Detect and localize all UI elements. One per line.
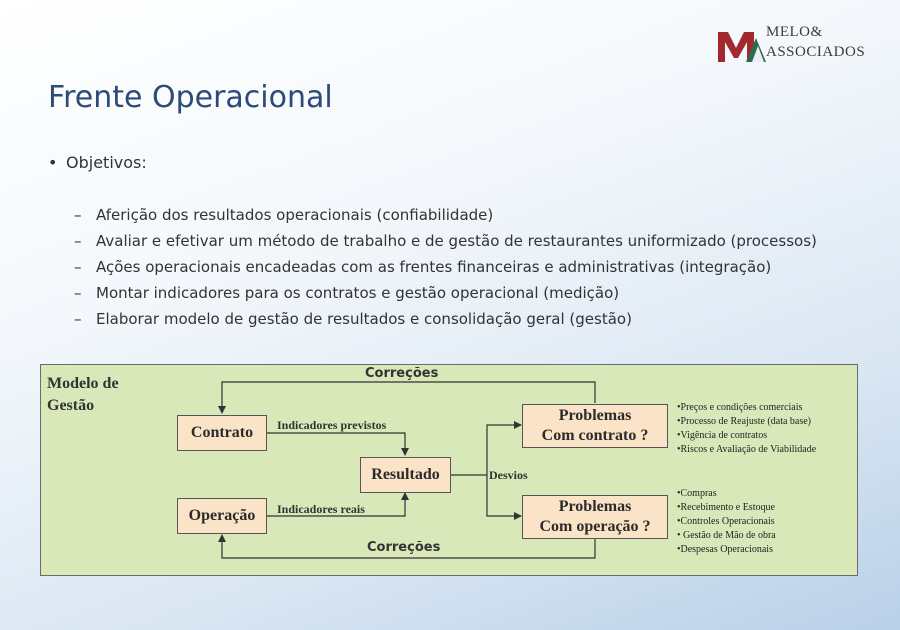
objective-text: Elaborar modelo de gestão de resultados e consolidação geral (gestão) (96, 310, 632, 328)
list-item: • Gestão de Mão de obra (677, 530, 776, 541)
list-item: •Riscos e Avaliação de Viabilidade (677, 444, 817, 455)
list-item: •Controles Operacionais (677, 516, 775, 527)
management-model-diagram (40, 364, 858, 576)
contrato-issues-list (677, 401, 816, 457)
objectives-label: Objetivos: (66, 153, 147, 172)
dash-icon: – (74, 258, 82, 276)
objective-item (74, 232, 817, 250)
list-item: •Vigência de contratos (677, 430, 768, 441)
logo-mark-icon (716, 24, 766, 64)
dash-icon: – (74, 284, 82, 302)
problemas-contrato-line2: Com contrato ? (541, 427, 649, 444)
problemas-operacao-line1: Problemas (558, 498, 632, 515)
page-title: Frente Operacional (48, 80, 333, 115)
objectives-heading (48, 153, 147, 172)
dash-icon: – (74, 310, 82, 328)
dash-icon: – (74, 206, 82, 224)
diagram-title-line2: Gestão (47, 397, 95, 414)
objective-text: Aferição dos resultados operacionais (confiabilidade) (96, 206, 494, 224)
objective-text: Avaliar e efetivar um método de trabalho e de gestão de restaurantes uniformizado (processos) (96, 232, 817, 250)
dash-icon: – (74, 232, 82, 250)
objective-text: Montar indicadores para os contratos e gestão operacional (medição) (96, 284, 620, 302)
problemas-operacao-line2: Com operação ? (539, 518, 651, 535)
objective-item (74, 310, 632, 328)
resultado-box: Resultado (360, 457, 451, 493)
diagram-title (47, 373, 119, 417)
logo-text-line2: ASSOCIADOS (766, 44, 866, 60)
company-logo (716, 24, 886, 68)
problemas-contrato-line1: Problemas (558, 407, 632, 424)
bullet-icon: • (48, 153, 58, 172)
correcoes-top-label: Correções (365, 366, 439, 381)
objective-text: Ações operacionais encadeadas com as frentes financeiras e administrativas (integração) (96, 258, 772, 276)
operacao-issues-list (677, 487, 776, 557)
list-item: •Compras (677, 488, 717, 499)
problemas-contrato-box (522, 404, 668, 448)
problemas-operacao-box (522, 495, 668, 539)
list-item: •Despesas Operacionais (677, 544, 773, 555)
operacao-box: Operação (177, 498, 267, 534)
indicadores-reais-label: Indicadores reais (277, 502, 365, 516)
list-item: •Processo de Reajuste (data base) (677, 416, 812, 427)
desvios-label: Desvios (489, 468, 528, 482)
objective-item (74, 206, 493, 224)
objective-item (74, 258, 771, 276)
objective-item (74, 284, 619, 302)
correcoes-bottom-label: Correções (367, 540, 441, 555)
list-item: •Recebimento e Estoque (677, 502, 775, 513)
diagram-title-line1: Modelo de (47, 375, 119, 392)
logo-text-line1: MELO& (766, 24, 823, 40)
list-item: •Preços e condições comerciais (677, 402, 803, 413)
contrato-box: Contrato (177, 415, 267, 451)
indicadores-previstos-label: Indicadores previstos (277, 418, 387, 432)
